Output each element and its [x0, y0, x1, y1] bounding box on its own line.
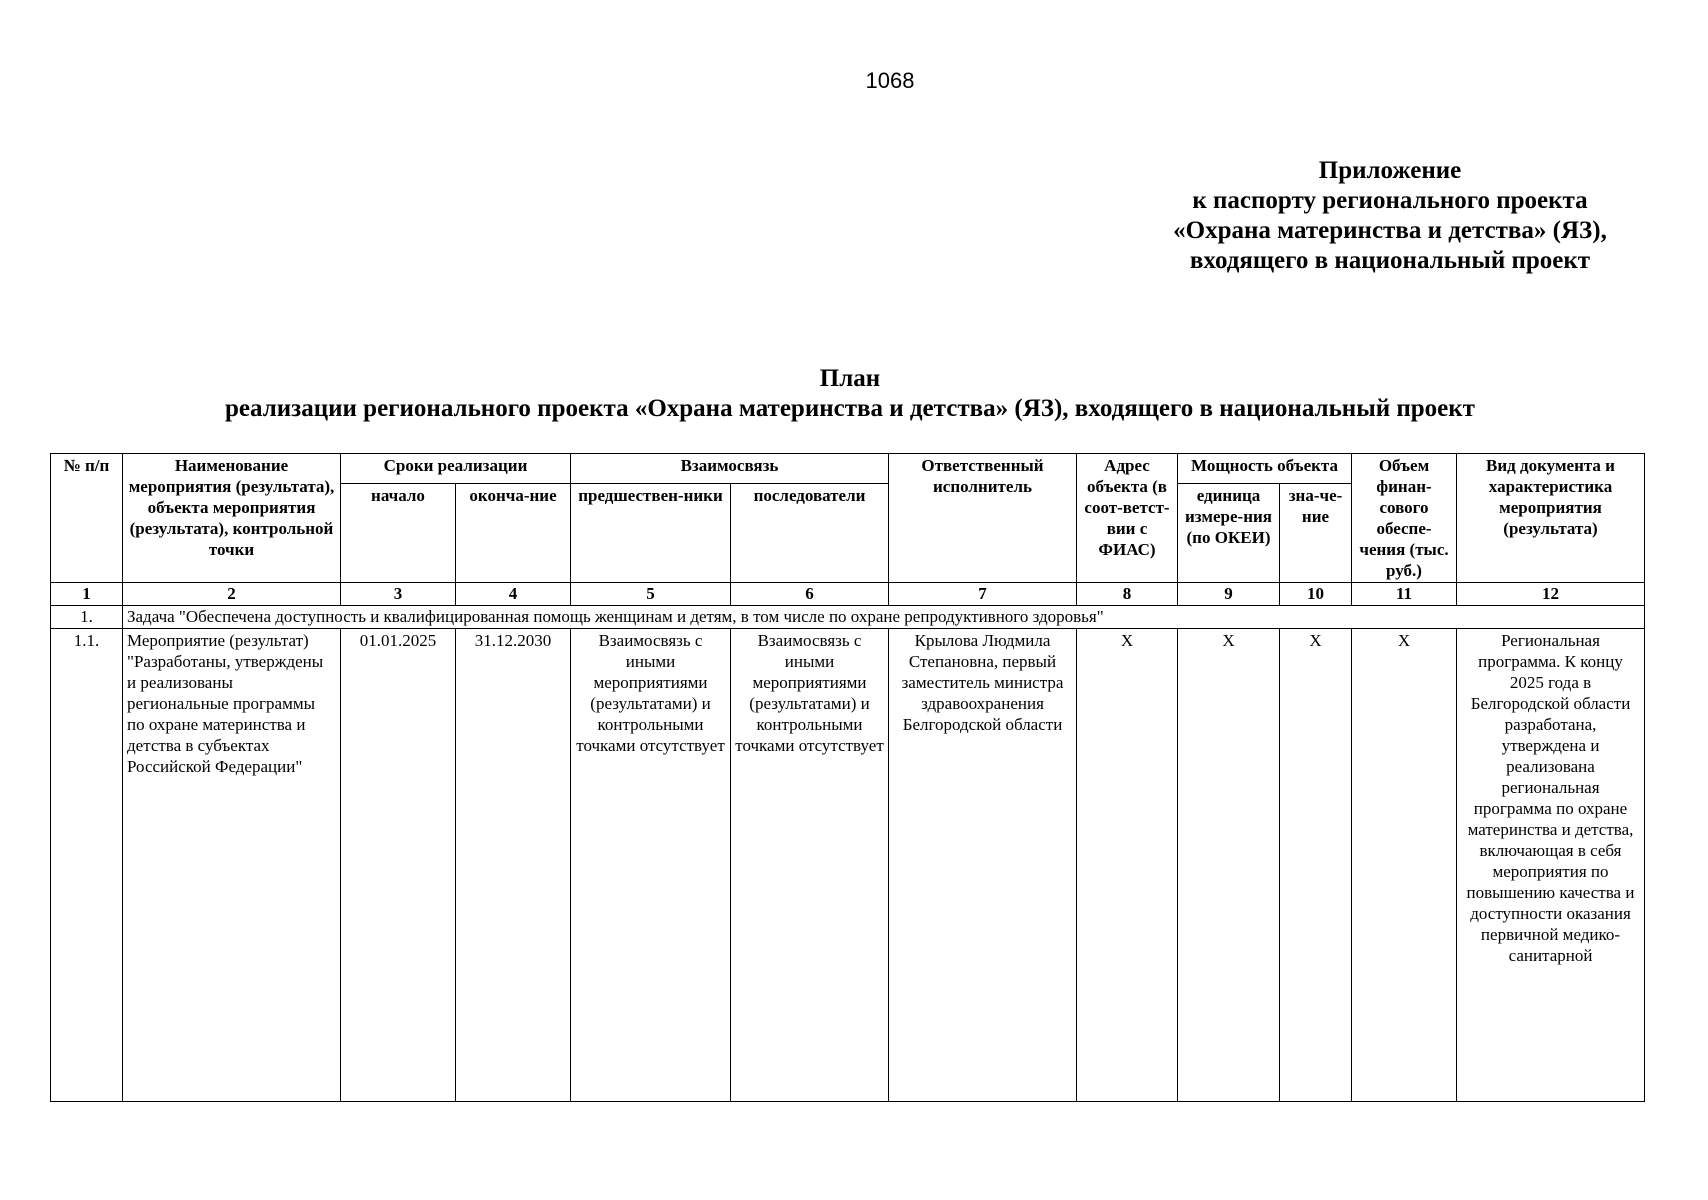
- table-row: [51, 629, 1645, 1102]
- task-text: Задача "Обеспечена доступность и квалифицированная помощь женщинам и детям, в том числе по охране репродуктивного здоровья": [123, 606, 1645, 629]
- column-number: 6: [731, 583, 889, 606]
- header-start: начало: [341, 484, 456, 583]
- column-number: 9: [1178, 583, 1280, 606]
- column-number: 3: [341, 583, 456, 606]
- title-line-1: План: [819, 365, 881, 392]
- page-number: 1068: [865, 68, 915, 93]
- document-title: [110, 364, 1590, 424]
- appendix-line: «Охрана материнства и детства» (ЯЗ),: [1173, 217, 1607, 244]
- title-line-2: реализации регионального проекта «Охрана материнства и детства» (ЯЗ), входящего в национальный проект: [225, 395, 1475, 422]
- column-number: 1: [51, 583, 123, 606]
- header-responsible: Ответственный исполнитель: [889, 454, 1077, 583]
- column-number: 4: [456, 583, 571, 606]
- header-end: оконча-ние: [456, 484, 571, 583]
- appendix-line: Приложение: [1318, 157, 1462, 184]
- column-number: 11: [1352, 583, 1457, 606]
- header-capacity: Мощность объекта: [1178, 454, 1352, 484]
- header-name: Наименование мероприятия (результата), объекта мероприятия (результата), контрольной точки: [123, 454, 341, 583]
- column-number: 5: [571, 583, 731, 606]
- row-doc-type: Региональная программа. К концу 2025 года в Белгородской области разработана, утверждена и реализована региональная программа по охране материнства и детства, включающая в себя мероприятия по повышению качества и доступности оказания первичной медико-санитарной: [1457, 629, 1645, 1102]
- column-number: 8: [1077, 583, 1178, 606]
- task-row: [51, 606, 1645, 629]
- row-funding: X: [1352, 629, 1457, 1102]
- header-doc-type: Вид документа и характеристика мероприятия (результата): [1457, 454, 1645, 583]
- header-address: Адрес объекта (в соот-ветст-вии с ФИАС): [1077, 454, 1178, 583]
- column-number: 12: [1457, 583, 1645, 606]
- row-responsible: Крылова Людмила Степановна, первый заместитель министра здравоохранения Белгородской области: [889, 629, 1077, 1102]
- header-row-1: [51, 454, 1645, 484]
- header-funding: Объем финан-сового обеспе-чения (тыс. руб.): [1352, 454, 1457, 583]
- row-start-date: 01.01.2025: [341, 629, 456, 1102]
- row-name: Мероприятие (результат) "Разработаны, утверждены и реализованы региональные программы по охране материнства и детства в субъектах Российской Федерации": [123, 629, 341, 1102]
- column-number-row: [51, 583, 1645, 606]
- row-successors: Взаимосвязь с иными мероприятиями (результатами) и контрольными точками отсутствует: [731, 629, 889, 1102]
- row-end-date: 31.12.2030: [456, 629, 571, 1102]
- header-value: зна-че-ние: [1280, 484, 1352, 583]
- column-number: 10: [1280, 583, 1352, 606]
- task-number: 1.: [51, 606, 123, 629]
- header-predecessors: предшествен-ники: [571, 484, 731, 583]
- row-number: 1.1.: [51, 629, 123, 1102]
- column-number: 2: [123, 583, 341, 606]
- row-address: X: [1077, 629, 1178, 1102]
- plan-table: [50, 453, 1645, 1102]
- row-predecessors: Взаимосвязь с иными мероприятиями (результатами) и контрольными точками отсутствует: [571, 629, 731, 1102]
- row-value: X: [1280, 629, 1352, 1102]
- appendix-line: входящего в национальный проект: [1189, 247, 1591, 274]
- header-unit: единица измере-ния (по ОКЕИ): [1178, 484, 1280, 583]
- header-terms: Сроки реализации: [341, 454, 571, 484]
- header-relation: Взаимосвязь: [571, 454, 889, 484]
- row-unit: X: [1178, 629, 1280, 1102]
- appendix-line: к паспорту регионального проекта: [1192, 187, 1588, 214]
- header-num: № п/п: [51, 454, 123, 583]
- header-successors: последователи: [731, 484, 889, 583]
- appendix-header: [1120, 156, 1660, 276]
- column-number: 7: [889, 583, 1077, 606]
